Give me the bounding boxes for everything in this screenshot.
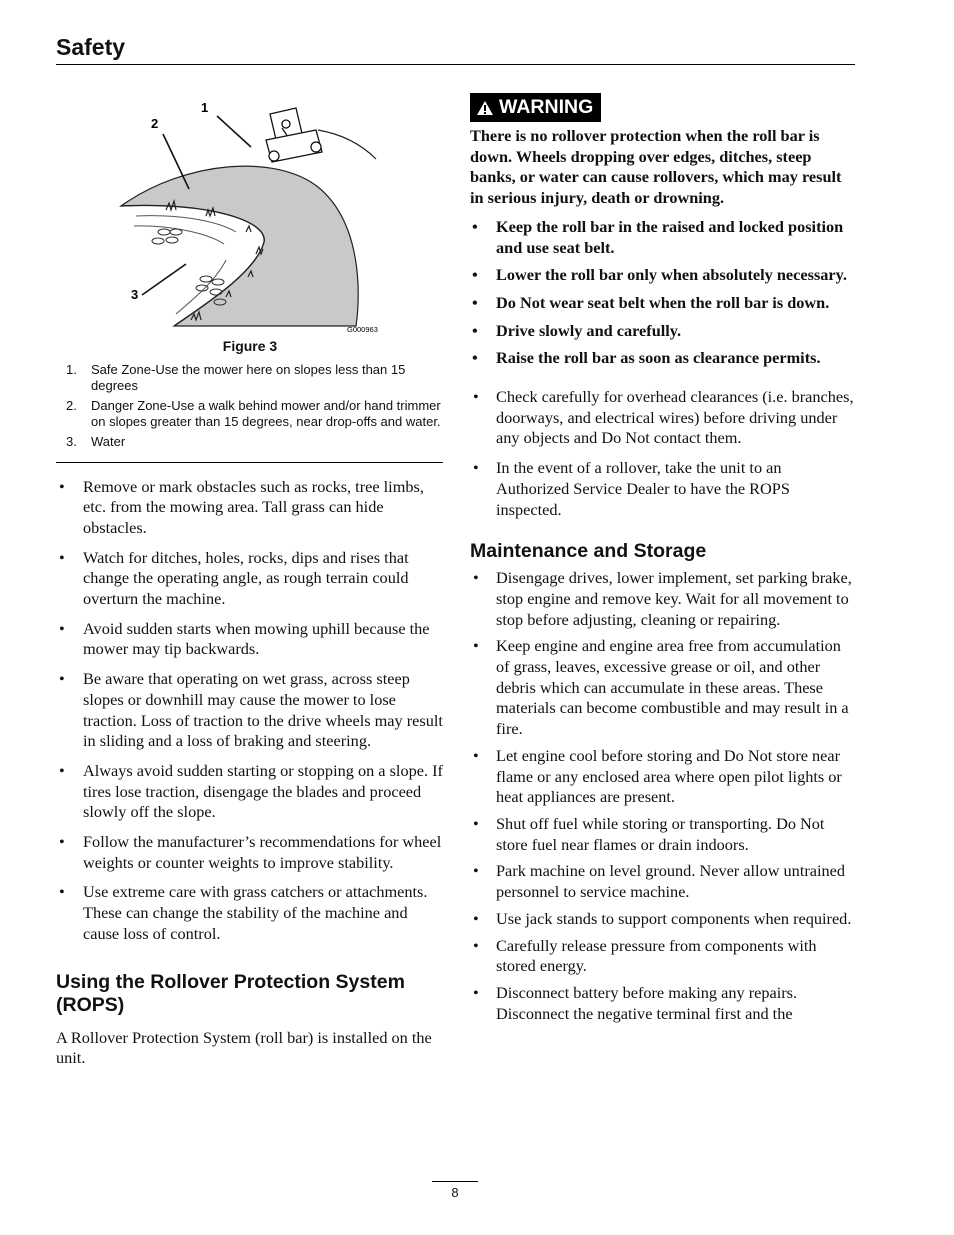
list-item: • Lower the roll bar only when absolutely necessary.	[472, 265, 847, 285]
list-item: • Follow the manufacturer’s recommendations for wheel weights or counter weights to improve stability.	[59, 832, 442, 872]
list-item: • Be aware that operating on wet grass, across steep slopes or downhill may cause the mower to lose traction. Loss of traction to the drive wheels may result in sliding and a loss of braking and steering.	[59, 669, 443, 751]
list-item: • Check carefully for overhead clearances (i.e. branches, doorways, and electrical wires) before driving under any objects and Do Not contact them.	[473, 387, 854, 448]
list-item: • Disconnect battery before making any repairs. Disconnect the negative terminal first and the	[473, 982, 798, 1023]
list-item: • Avoid sudden starts when mowing uphill because the mower may tip backwards.	[59, 618, 430, 659]
maintenance-heading: Maintenance and Storage	[470, 540, 707, 563]
list-item: • Carefully release pressure from components with stored energy.	[473, 935, 817, 976]
rops-list	[470, 387, 856, 520]
legend-item: 3. Water	[66, 434, 126, 449]
callout-1-leader	[217, 116, 251, 147]
list-item: • Let engine cool before storing and Do Not store near flame or any enclosed area where open pilot lights or heat appliances are present.	[473, 745, 842, 807]
list-item: • Shut off fuel while storing or transporting. Do Not store fuel near flames or drain indoors.	[473, 813, 825, 854]
slope-line	[318, 130, 376, 159]
list-item: • Disengage drives, lower implement, set parking brake, stop engine and remove key. Wait for all movement to stop before adjusting, cleaning or repairing.	[473, 568, 852, 629]
slope-safety-list	[56, 477, 444, 945]
rops-body: A Rollover Protection System (roll bar) is installed on the unit.	[56, 1027, 432, 1068]
mower-icon	[266, 108, 322, 162]
warning-intro: There is no rollover protection when the roll bar is down. Wheels dropping over edges, ditches, steep banks, or water can cause rollovers, which may result in serious injury, death or drowning.	[470, 126, 842, 208]
warning-triangle-icon	[476, 100, 494, 116]
list-item: • Watch for ditches, holes, rocks, dips and rises that change the operating angle, as rough terrain could overturn the machine.	[59, 547, 409, 609]
list-item: • Always avoid sudden starting or stopping on a slope. If tires lose traction, disengage the blades and proceed slowly off the slope.	[59, 760, 443, 822]
legend-item: 1. Safe Zone-Use the mower here on slopes less than 15 degrees	[66, 362, 406, 393]
list-item: • Remove or mark obstacles such as rocks, tree limbs, etc. from the mowing area. Tall grass can hide obstacles.	[59, 476, 424, 537]
maintenance-list	[470, 568, 856, 1024]
callout-2: 2	[151, 116, 159, 131]
warning-badge	[470, 93, 601, 122]
right-column	[470, 93, 856, 1030]
legend-item: 2. Danger Zone-Use a walk behind mower and/or hand trimmer on slopes greater than 15 degrees, near drop-offs and water.	[66, 398, 441, 429]
list-item: • Keep engine and engine area free from accumulation of grass, leaves, excessive grease or oil, and other debris which can accumulate in these areas. These materials can become combustible and may result in a fire.	[473, 636, 849, 739]
callout-3: 3	[131, 287, 139, 302]
callout-1: 1	[201, 100, 209, 115]
list-item: • Use extreme care with grass catchers or attachments. These can change the stability of the machine and cause loss of control.	[59, 882, 428, 943]
page-number: 8	[451, 1185, 459, 1200]
warning-list	[470, 217, 856, 369]
list-item: • Do Not wear seat belt when the roll bar is down.	[472, 292, 830, 312]
list-item: • Keep the roll bar in the raised and locked position and use seat belt.	[472, 216, 844, 257]
left-column	[56, 92, 444, 1069]
list-item: • Drive slowly and carefully.	[472, 320, 682, 340]
figure-code: G000963	[347, 325, 378, 334]
header-rule	[56, 64, 855, 65]
figure-3	[56, 92, 444, 362]
list-item: • In the event of a rollover, take the unit to an Authorized Service Dealer to have the ROPS inspected.	[473, 458, 790, 519]
page-number-rule	[432, 1181, 478, 1182]
figure-caption: Figure 3	[222, 338, 278, 354]
slope-zone-illustration	[56, 92, 444, 342]
warning-label: WARNING	[499, 96, 594, 118]
list-item: • Park machine on level ground. Never allow untrained personnel to service machine.	[473, 861, 846, 902]
list-item: • Use jack stands to support components when required.	[473, 908, 852, 928]
figure-legend	[56, 362, 444, 450]
section-divider	[56, 462, 443, 463]
rops-heading: Using the Rollover Protection System (ROPS)	[56, 970, 405, 1016]
list-item: • Raise the roll bar as soon as clearance permits.	[472, 348, 821, 368]
page-header-title: Safety	[56, 34, 126, 60]
